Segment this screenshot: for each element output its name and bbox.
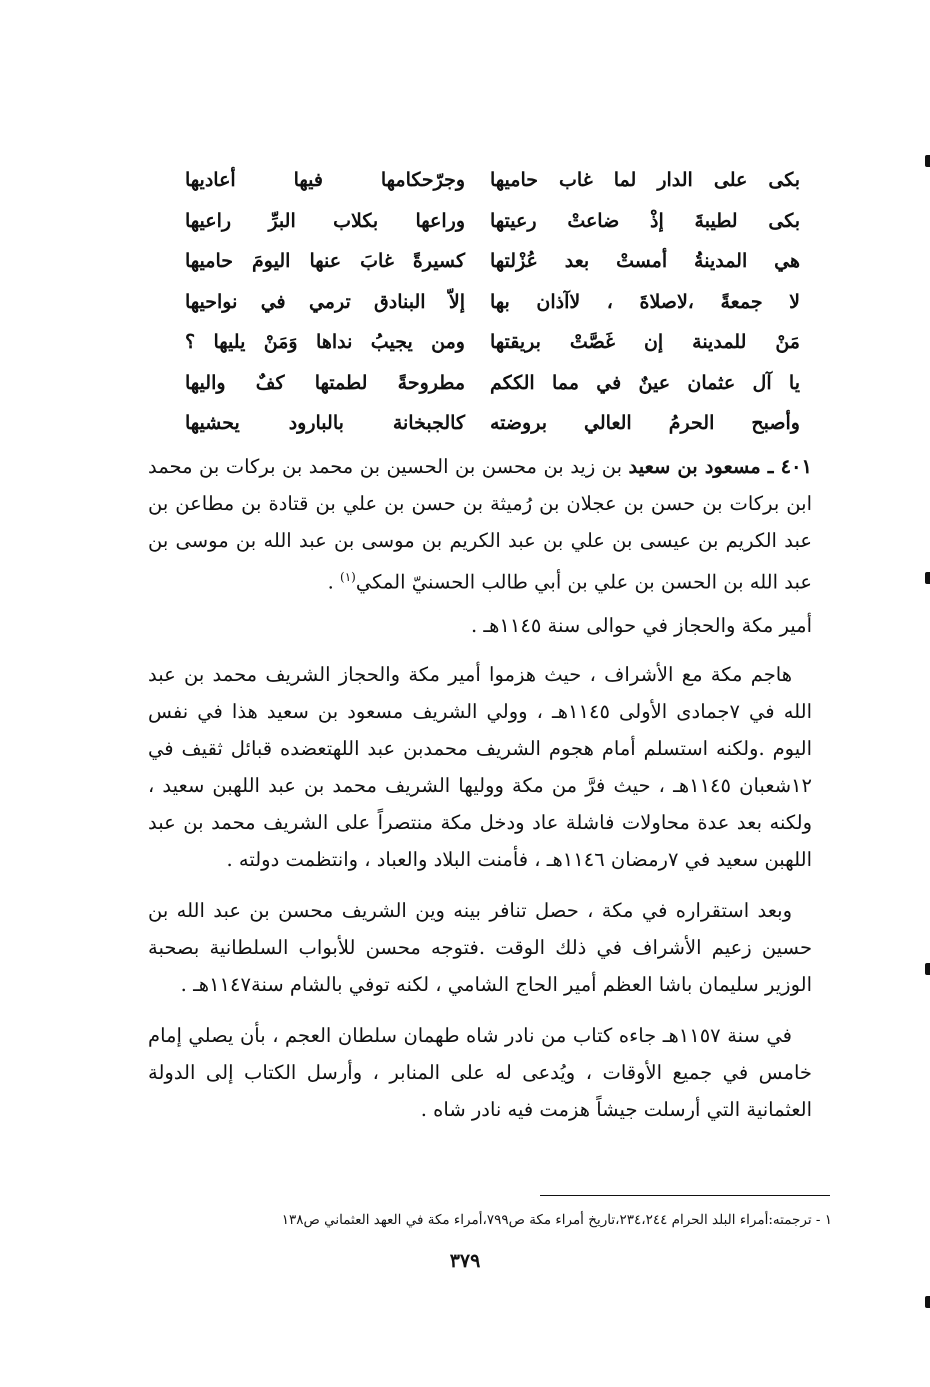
- verse-first-hemistich: وأصبح الحرمُ العالي بروضته: [490, 412, 800, 435]
- margin-dot: [925, 572, 930, 584]
- verse-second-hemistich: إلاّ البنادق ترمي في نواحيها: [185, 290, 465, 313]
- verse-first-hemistich: مَنْ للمدينة إن غَصَّتْ بريقتها: [490, 331, 800, 354]
- margin-dot: [925, 1296, 930, 1308]
- entry-subtitle: أمير مكة والحجاز في حوالى سنة ١١٤٥هـ .: [471, 613, 812, 637]
- verse-first-hemistich: يا آل عثمان عينٌ في مما الككم: [490, 371, 800, 394]
- margin-dot: [925, 155, 930, 167]
- verse-second-hemistich: ومن يجيبُ نداها وَمَنْ يليها ؟: [185, 331, 465, 354]
- poem-verse: [185, 160, 800, 201]
- entry-lineage: بن زيد بن محسن بن الحسين بن محمد بن بركات بن محمد ابن بركات بن حسن بن عجلان بن رُميثة بن حسن بن علي بن قتادة بن مطاعن بن عبد الكريم بن عيسى بن علي بن عبد الكريم بن موسى بن عبد الله بن موسى بن عبد الله بن الحسن بن علي بن أبي طالب الحسنيّ المكي: [148, 455, 812, 594]
- verse-first-hemistich: هي المدينةُ أمستْ بعد عُزْلتها: [490, 250, 800, 273]
- footnote: ١ - ترجمته:أمراء البلد الحرام ٢٣٤،٢٤٤،تاريخ أمراء مكة ص٧٩٩،أمراء مكة في العهد العثماني ص١٣٨: [281, 1212, 832, 1228]
- verse-second-hemistich: مطروحةً لطمتها كفٌ واليها: [185, 371, 465, 394]
- poem-verse: [185, 282, 800, 323]
- poem-verse: [185, 201, 800, 242]
- body-paragraph: هاجم مكة مع الأشراف ، حيث هزموا أمير مكة والحجاز الشريف محمد بن عبد الله في ٧جمادى الأولى ١١٤٥هـ ، وولي الشريف مسعود بن سعيد هذا في نفس اليوم .ولكنه استسلم أمام هجوم الشريف محمدبن عبد اللهتعضده قبائل ثقيف في ١٢شعبان ١١٤٥هـ ، حيث فرَّ من مكة ووليها الشريف محمد بن عبد اللهبن سعيد ، ولكنه بعد عدة محاولات فاشلة عاد ودخل مكة منتصراً على الشريف محمد بن عبد اللهبن سعيد في ٧رمضان ١١٤٦هـ ، فأمنت البلاد والعباد ، وانتظمت دولته .: [148, 662, 812, 871]
- poem-verse: [185, 241, 800, 282]
- verse-second-hemistich: كسيرةً غابَ عنها اليومَ حاميها: [185, 250, 465, 273]
- biography-entry: [148, 448, 812, 1138]
- verse-first-hemistich: بكى لطيبةَ إذْ ضاعتْ رعيتها: [490, 209, 800, 232]
- verse-second-hemistich: وراعها بكلاب البرِّ راعيها: [185, 209, 465, 232]
- verse-second-hemistich: وجرّحكامها فيها أعاديها: [185, 169, 465, 192]
- footnote-marker[interactable]: (١): [340, 570, 356, 584]
- poem-verse: [185, 403, 800, 444]
- verse-first-hemistich: بكى على الدار لما غاب حاميها: [490, 169, 800, 192]
- verse-first-hemistich: لا جمعةً ،لاصلاةَ ، لاآذان بها: [490, 290, 800, 313]
- poem-verse: [185, 322, 800, 363]
- body-paragraph: في سنة ١١٥٧هـ جاءه كتاب من نادر شاه طهمان سلطان العجم ، بأن يصلي إمام خامس في جميع الأوقات ، ويُدعى له على المنابر ، وأرسل الكتاب إلى الدولة العثمانية التي أرسلت جيشاً هزمت فيه نادر شاه .: [148, 1023, 812, 1121]
- lineage-end: .: [327, 570, 341, 594]
- poem: [185, 160, 800, 444]
- poem-verse: [185, 363, 800, 404]
- page-number: ٣٧٩: [449, 1250, 481, 1272]
- entry-title: ٤٠١ ـ مسعود بن سعيد: [628, 455, 812, 478]
- margin-dot: [925, 963, 930, 975]
- entry-heading-paragraph: [148, 448, 812, 601]
- verse-second-hemistich: كالجبخانة بالبارود يحشيها: [185, 412, 465, 435]
- footnote-divider: [540, 1195, 830, 1196]
- body-paragraph: وبعد استقراره في مكة ، حصل تنافر بينه وين الشريف محسن بن عبد الله بن حسين زعيم الأشراف في ذلك الوقت .فتوجه محسن للأبواب السلطانية بصحبة الوزير سليمان باشا العظم أمير الحاج الشامي ، لكنه توفي بالشام سنة١١٤٧هـ .: [148, 898, 812, 996]
